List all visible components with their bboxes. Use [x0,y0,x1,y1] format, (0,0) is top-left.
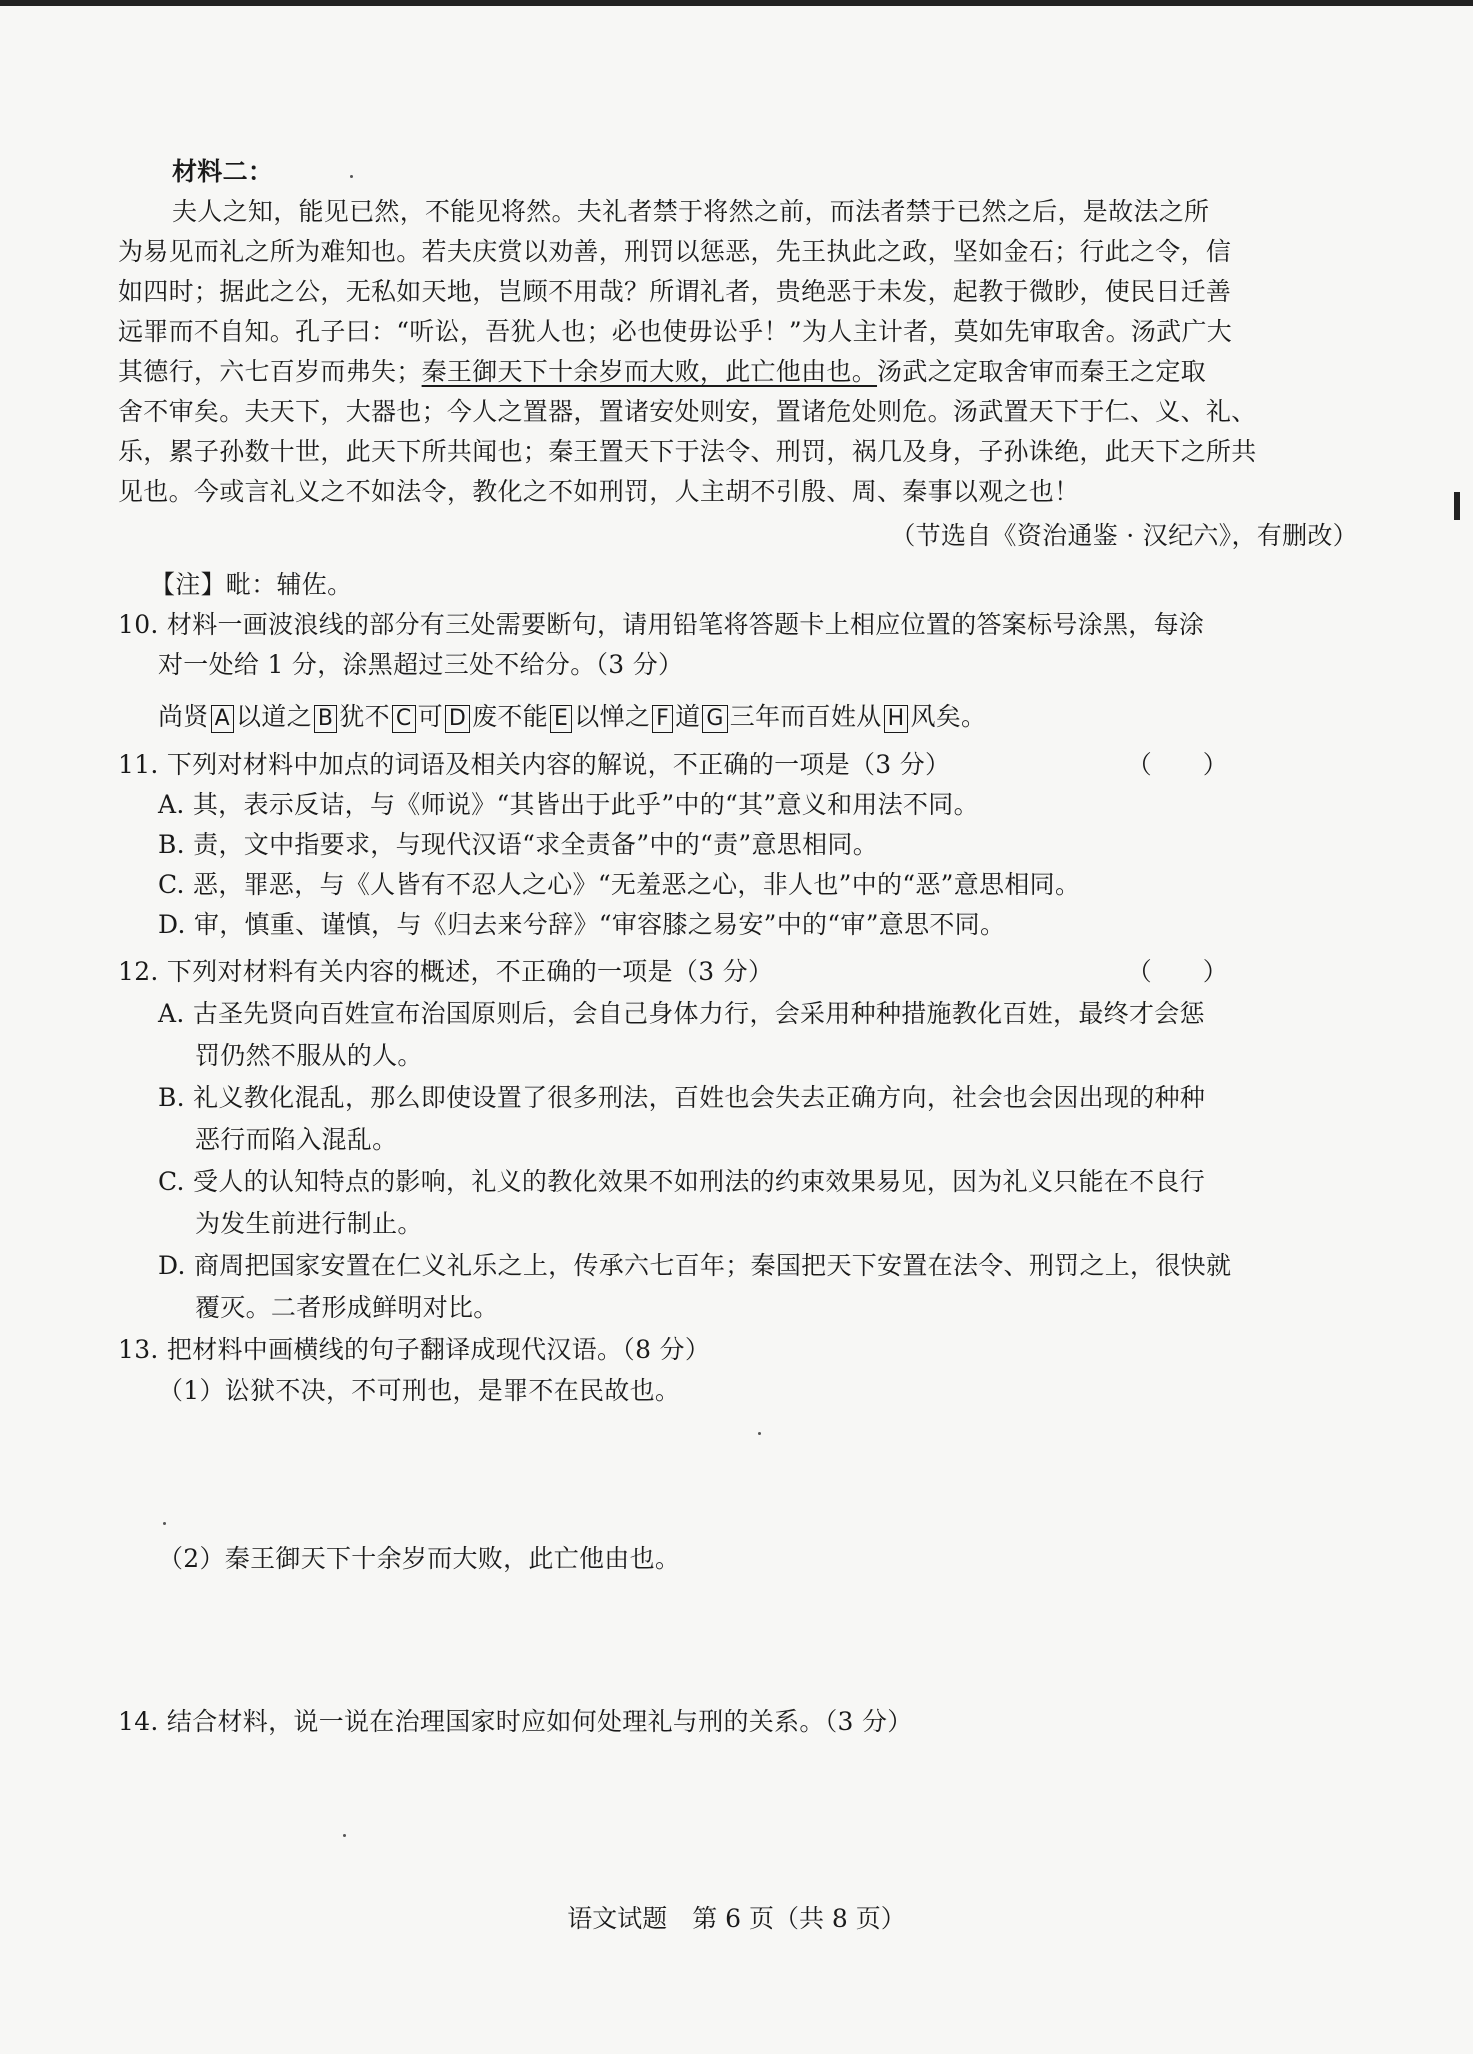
q10-stem-line-2: 对一处给 1 分，涂黑超过三处不给分。（3 分） [158,650,684,679]
q14-stem: 14. 结合材料，说一说在治理国家时应如何处理礼与刑的关系。（3 分） [118,1707,913,1736]
q12-option-a-line-2: 罚仍然不服从的人。 [195,1041,423,1070]
q10-segment: 废不能 [472,702,549,731]
q12-option-d-line-1: D. 商周把国家安置在仁义礼乐之上，传承六七百年；秦国把天下安置在法令、刑罚之上，很快就 [158,1251,1232,1280]
q10-stem-line-1: 10. 材料一画波浪线的部分有三处需要断句，请用铅笔将答题卡上相应位置的答案标号涂黑，每涂 [118,610,1205,639]
footnote: 【注】毗：辅佐。 [150,570,353,599]
q10-segment: 风矣。 [910,702,987,731]
q11-answer-paren[interactable]: （ ） [1126,750,1228,779]
material2-heading: 材料二： [172,157,274,186]
source-citation: （节选自《资治通鉴 · 汉纪六》，有删改） [890,521,1358,550]
q11-stem [118,748,1358,782]
scan-edge-mark [1454,492,1460,520]
break-box-b[interactable]: B [314,705,337,733]
scan-speck [758,1432,761,1435]
scan-top-edge [0,0,1473,6]
q12-option-d-line-2: 覆灭。二者形成鲜明对比。 [195,1293,499,1322]
page-footer: 语文试题 第 6 页（共 8 页） [567,1904,906,1933]
scan-speck [163,1522,166,1525]
q11-option-c: C. 恶，罪恶，与《人皆有不忍人之心》“无羞恶之心，非人也”中的“恶”意思相同。 [158,870,1081,899]
q10-segment: 以惮之 [574,702,651,731]
underlined-sentence: 秦王御天下十余岁而大败，此亡他由也。 [421,357,878,386]
q13-stem: 13. 把材料中画横线的句子翻译成现代汉语。（8 分） [118,1335,711,1364]
scan-speck [350,175,353,178]
material2-line-5 [118,355,1358,389]
q12-option-b-line-1: B. 礼义教化混乱，那么即使设置了很多刑法，百姓也会失去正确方向，社会也会因出现的种种 [158,1083,1206,1112]
q12-stem-text: 12. 下列对材料有关内容的概述，不正确的一项是（3 分） [118,957,774,986]
material2-line-5-before: 其德行，六七百岁而弗失； [118,357,422,386]
break-box-d[interactable]: D [445,705,470,733]
q10-segment: 尚贤 [158,702,209,731]
material2-line-7: 乐，累子孙数十世，此天下所共闻也；秦王置天下于法令、刑罚，祸几及身，子孙诛绝，此天下之所共 [118,437,1257,466]
material2-line-8: 见也。今或言礼义之不如法令，教化之不如刑罚，人主胡不引殷、周、秦事以观之也！ [118,477,1080,506]
material2-line-1: 夫人之知，能见已然，不能见将然。夫礼者禁于将然之前，而法者禁于已然之后，是故法之所 [172,197,1210,226]
material2-line-3: 如四时；据此之公，无私如天地，岂顾不用哉？所谓礼者，贵绝恶于未发，起教于微眇，使民日迁善 [118,277,1232,306]
q13-sub-1: （1）讼狱不决，不可刑也，是罪不在民故也。 [158,1376,681,1405]
q12-option-c-line-1: C. 受人的认知特点的影响，礼义的教化效果不如刑法的约束效果易见，因为礼义只能在不良行 [158,1167,1206,1196]
break-box-g[interactable]: G [702,705,727,733]
break-box-h[interactable]: H [884,705,909,733]
q11-stem-text: 11. 下列对材料中加点的词语及相关内容的解说，不正确的一项是（3 分） [118,750,951,779]
material2-line-2: 为易见而礼之所为难知也。若夫庆赏以劝善，刑罚以惩恶，先王执此之政，坚如金石；行此之令，信 [118,237,1232,266]
break-box-e[interactable]: E [550,705,572,733]
q10-segment: 道 [675,702,701,731]
q10-segment: 三年而百姓从 [729,702,882,731]
q12-stem [118,955,1358,989]
q10-segment: 以道之 [235,702,312,731]
q11-option-d: D. 审，慎重、谨慎，与《归去来兮辞》“审容膝之易安”中的“审”意思不同。 [158,910,1006,939]
material2-line-6: 舍不审矣。夫天下，大器也；今人之置器，置诸安处则安，置诸危处则危。汤武置天下于仁、义、礼、 [118,397,1257,426]
material2-line-5-after: 汤武之定取舍审而秦王之定取 [877,357,1206,386]
q10-segment: 可 [417,702,443,731]
q11-option-b: B. 责，文中指要求，与现代汉语“求全责备”中的“责”意思相同。 [158,830,878,859]
material2-line-4: 远罪而不自知。孔子曰：“听讼，吾犹人也；必也使毋讼乎！”为人主计者，莫如先审取舍。汤武广大 [118,317,1233,346]
break-box-c[interactable]: C [392,705,416,733]
q12-option-b-line-2: 恶行而陷入混乱。 [195,1125,398,1154]
q12-option-a-line-1: A. 古圣先贤向百姓宣布治国原则后，会自己身体力行，会采用种种措施教化百姓，最终才会惩 [158,999,1205,1028]
scan-speck [343,1834,346,1837]
q12-answer-paren[interactable]: （ ） [1126,957,1228,986]
q10-sentence-breaks [158,700,1398,734]
break-box-f[interactable]: F [652,705,673,733]
q13-sub-2: （2）秦王御天下十余岁而大败，此亡他由也。 [158,1544,681,1573]
q12-option-c-line-2: 为发生前进行制止。 [195,1209,423,1238]
q11-option-a: A. 其，表示反诘，与《师说》“其皆出于此乎”中的“其”意义和用法不同。 [158,790,979,819]
q10-segment: 犹不 [339,702,390,731]
break-box-a[interactable]: A [211,705,234,733]
